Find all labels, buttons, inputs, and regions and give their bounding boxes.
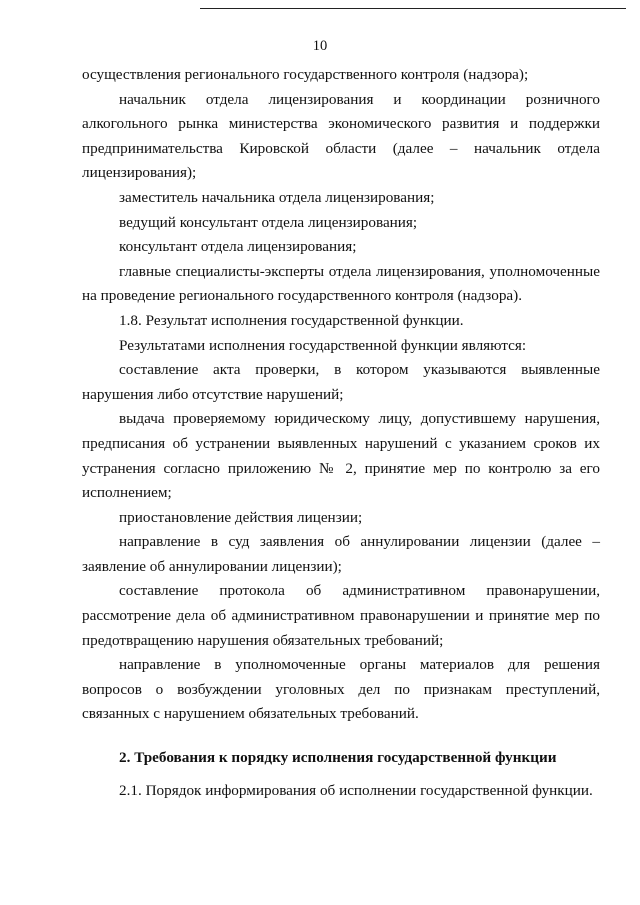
top-rule: [200, 8, 626, 9]
paragraph: заместитель начальника отдела лицензирования;: [119, 188, 435, 206]
paragraph: Результатами исполнения государственной функции являются:: [119, 336, 527, 354]
page-number: 10: [312, 38, 328, 54]
paragraph: направление в уполномоченные органы материалов для решения вопросов о возбуждении уголовных дел по признакам преступлений, связанных с нарушением обязательных требований.: [82, 656, 600, 723]
paragraph: осуществления регионального государственного контроля (надзора);: [82, 66, 529, 83]
document-body: [82, 63, 600, 803]
paragraph: выдача проверяемому юридическому лицу, допустившему нарушения, предписания об устранении выявленных нарушений с указанием сроков их устранения согласно приложению № 2, принятие мер по контролю за его исполнением;: [82, 410, 600, 502]
paragraph: главные специалисты-эксперты отдела лицензирования, уполномоченные на проведение регионального государственного контроля (надзора).: [82, 262, 600, 305]
paragraph: направление в суд заявления об аннулировании лицензии (далее – заявление об аннулировании лицензии);: [82, 533, 600, 575]
paragraph: 1.8. Результат исполнения государственной функции.: [119, 311, 464, 329]
paragraph: 2.1. Порядок информирования об исполнении государственной функции.: [119, 781, 593, 799]
paragraph: начальник отдела лицензирования и координации розничного алкогольного рынка министерства экономического развития и поддержки предпринимательства Кировской области (далее – начальник отдела лицензирования);: [82, 90, 600, 182]
section-heading: 2. Требования к порядку исполнения государственной функции: [119, 749, 557, 767]
paragraph: составление протокола об административном правонарушении, рассмотрение дела об административном правонарушении и принятие мер по предотвращению нарушения обязательных требований;: [82, 582, 600, 649]
paragraph: консультант отдела лицензирования;: [119, 238, 357, 256]
paragraph: составление акта проверки, в котором указываются выявленные нарушения либо отсутствие нарушений;: [82, 361, 600, 403]
paragraph: приостановление действия лицензии;: [119, 508, 363, 526]
paragraph: ведущий консультант отдела лицензирования;: [119, 213, 418, 231]
